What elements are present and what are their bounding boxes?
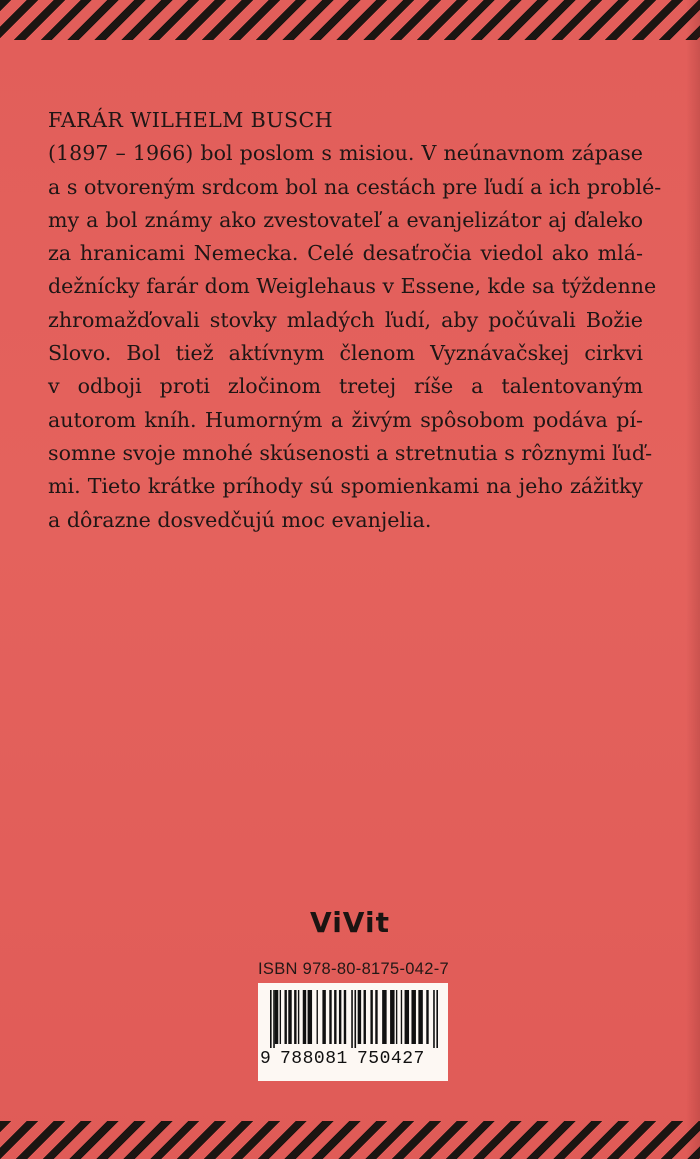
barcode-bar: [411, 990, 415, 1044]
barcode-bar: [344, 990, 346, 1044]
isbn-barcode: [258, 983, 448, 1081]
barcode-bar: [329, 990, 331, 1044]
publisher-logo: ViVit: [310, 906, 390, 939]
barcode-bar: [364, 990, 366, 1044]
barcode-bar: [375, 990, 377, 1044]
barcode-bar: [354, 990, 356, 1048]
barcode-bar: [298, 990, 299, 1044]
bottom-hazard-stripes: [0, 1121, 700, 1159]
blurb-line: somne svoje mnohé skúsenosti a stretnutia s rôznymi ľuď-: [48, 440, 653, 465]
barcode-bar: [339, 990, 341, 1044]
blurb-line: a dôrazne dosvedčujú moc evanjelia.: [48, 507, 432, 532]
barcode-bar: [358, 990, 361, 1044]
barcode-bar: [275, 990, 278, 1044]
blurb-line: a s otvoreným srdcom bol na cestách pre ľudí a ich problé-: [48, 174, 662, 199]
barcode-bar: [351, 990, 353, 1048]
author-blurb: [48, 104, 662, 537]
barcode-first-digit: 9: [260, 1049, 272, 1069]
isbn-label: ISBN 978-80-8175-042-7: [258, 960, 449, 978]
barcode-bar: [382, 990, 386, 1044]
barcode-bar: [401, 990, 402, 1044]
barcode-bar: [433, 990, 435, 1048]
barcode-bar: [288, 990, 291, 1044]
blurb-line: zhromažďovali stovky mladých ľudí, aby počúvali Božie: [48, 307, 643, 332]
barcode-bar: [418, 990, 422, 1044]
barcode-bar: [334, 990, 336, 1044]
spine-shadow: [686, 0, 700, 1159]
barcode-bar: [294, 990, 296, 1044]
barcode-bar: [273, 990, 275, 1048]
blurb-title: FARÁR WILHELM BUSCH: [48, 108, 333, 132]
barcode-bar: [436, 990, 438, 1048]
blurb-line: v odboji proti zločinom tretej ríše a talentovaným: [48, 374, 643, 399]
barcode-left-digits: 788081: [280, 1049, 348, 1069]
barcode-bar: [270, 990, 272, 1048]
barcode-bar: [317, 990, 318, 1044]
barcode-right-digits: 750427: [357, 1049, 425, 1069]
barcode-bar: [322, 990, 325, 1044]
blurb-line: za hranicami Nemecka. Celé desaťročia viedol ako mlá-: [48, 241, 643, 266]
blurb-line: my a bol známy ako zvestovateľ a evanjelizátor aj ďaleko: [48, 207, 643, 232]
top-hazard-stripes: [0, 0, 700, 40]
barcode-bar: [405, 990, 409, 1044]
blurb-line: dežnícky farár dom Weiglehaus v Essene, kde sa týždenne: [48, 274, 657, 299]
barcode-bar: [308, 990, 312, 1044]
barcode-bar: [303, 990, 306, 1044]
barcode-bar: [426, 990, 428, 1044]
blurb-line: Slovo. Bol tiež aktívnym členom Vyznávačskej cirkvi: [48, 341, 643, 366]
barcode-bar: [390, 990, 394, 1044]
barcode-bar: [370, 990, 372, 1044]
barcode-bar: [280, 990, 281, 1044]
barcode-bar: [396, 990, 397, 1044]
blurb-line: autorom kníh. Humorným a živým spôsobom podáva pí-: [48, 407, 643, 432]
blurb-line: (1897 – 1966) bol poslom s misiou. V neúnavnom zápase: [48, 141, 643, 166]
barcode-bars: [270, 990, 440, 1048]
barcode-bar: [284, 990, 286, 1044]
blurb-line: mi. Tieto krátke príhody sú spomienkami na jeho zážitky: [48, 474, 643, 499]
